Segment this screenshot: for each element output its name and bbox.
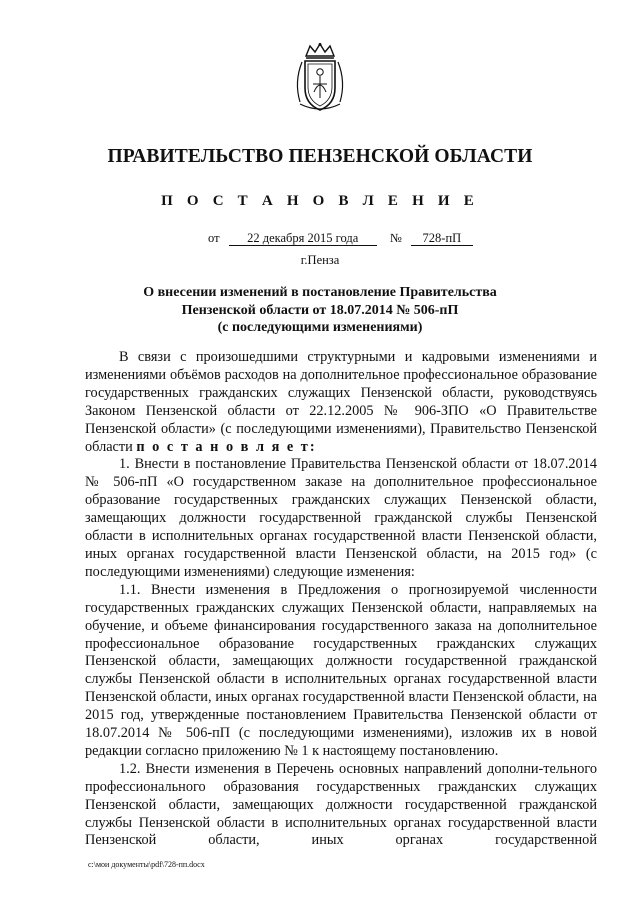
coat-of-arms-emblem (292, 42, 348, 114)
item-1: 1. Внести в постановление Правительства Пензенской области от 18.07.2014 № 506-пП «О государственном заказе на дополнительное профессиональное образование государственных гражданских служащих Пензенской области, замещающих должности государственной гражданской службы Пензенской области в исполнительных органах государственной власти Пензенской области, иных органах государственной власти Пензенской области, на 2015 год» (с последующими изменениями) следующие изменения: (85, 456, 597, 580)
subject-line-3: (с последующими изменениями) (217, 320, 423, 335)
document-number: 728-пП (411, 232, 473, 246)
document-body (85, 349, 597, 850)
file-path-footer: с:\мои документы\pdf\728-пп.docx (88, 860, 205, 869)
document-type: П О С Т А Н О В Л Е Н И Е (161, 193, 479, 209)
government-title: ПРАВИТЕЛЬСТВО ПЕНЗЕНСКОЙ ОБЛАСТИ (107, 146, 533, 167)
number-label: № (389, 231, 402, 245)
date-label: от (208, 231, 220, 245)
subject-line-2: Пензенской области от 18.07.2014 № 506-пП (181, 302, 459, 318)
item-1-1: 1.1. Внести изменения в Предложения о прогнозируемой численности государственных гражданских служащих Пензенской области, направляемых на обучение, и объеме финансирования государственного заказа на дополнительное профессиональное образование государственных гражданских служащих Пензенской области, замещающих должности государственной гражданской службы Пензенской области в исполнительных органах государственной власти Пензенской области, иных органах государственной власти Пензенской области, на 2015 год, утвержденные постановлением Правительства Пензенской области от 18.07.2014 № 506-пП (с последующими изменениями), изложив их в новой редакции согласно приложению № 1 к настоящему постановлению. (85, 581, 597, 759)
item-1-2: 1.2. Внести изменения в Перечень основных направлений дополни-тельного профессионального образования государственных гражданских служащих Пензенской области, замещающих должности государственной гражданской службы Пензенской области в исполнительных органах государственной власти Пензенской области, иных органах государственной (85, 760, 597, 849)
intro-text: В связи с произошедшими структурными и кадровыми изменениями и изменениями объёмов расходов на дополнительное профессиональное образование государственных гражданских служащих Пензенской области, руководствуясь Законом Пензенской области от 22.12.2005 № 906-ЗПО «О Правительстве Пензенской области» (с последующими изменениями), Правительство Пензенской области (85, 349, 597, 455)
city: г.Пенза (300, 253, 340, 267)
document-meta-line (208, 231, 473, 246)
intro-paragraph (85, 349, 597, 456)
subject-line-1: О внесении изменений в постановление Правительства (143, 285, 497, 300)
document-date: 22 декабря 2015 года (229, 232, 377, 246)
resolves-word: п о с т а н о в л я е т: (136, 438, 317, 455)
document-subject (0, 284, 640, 337)
